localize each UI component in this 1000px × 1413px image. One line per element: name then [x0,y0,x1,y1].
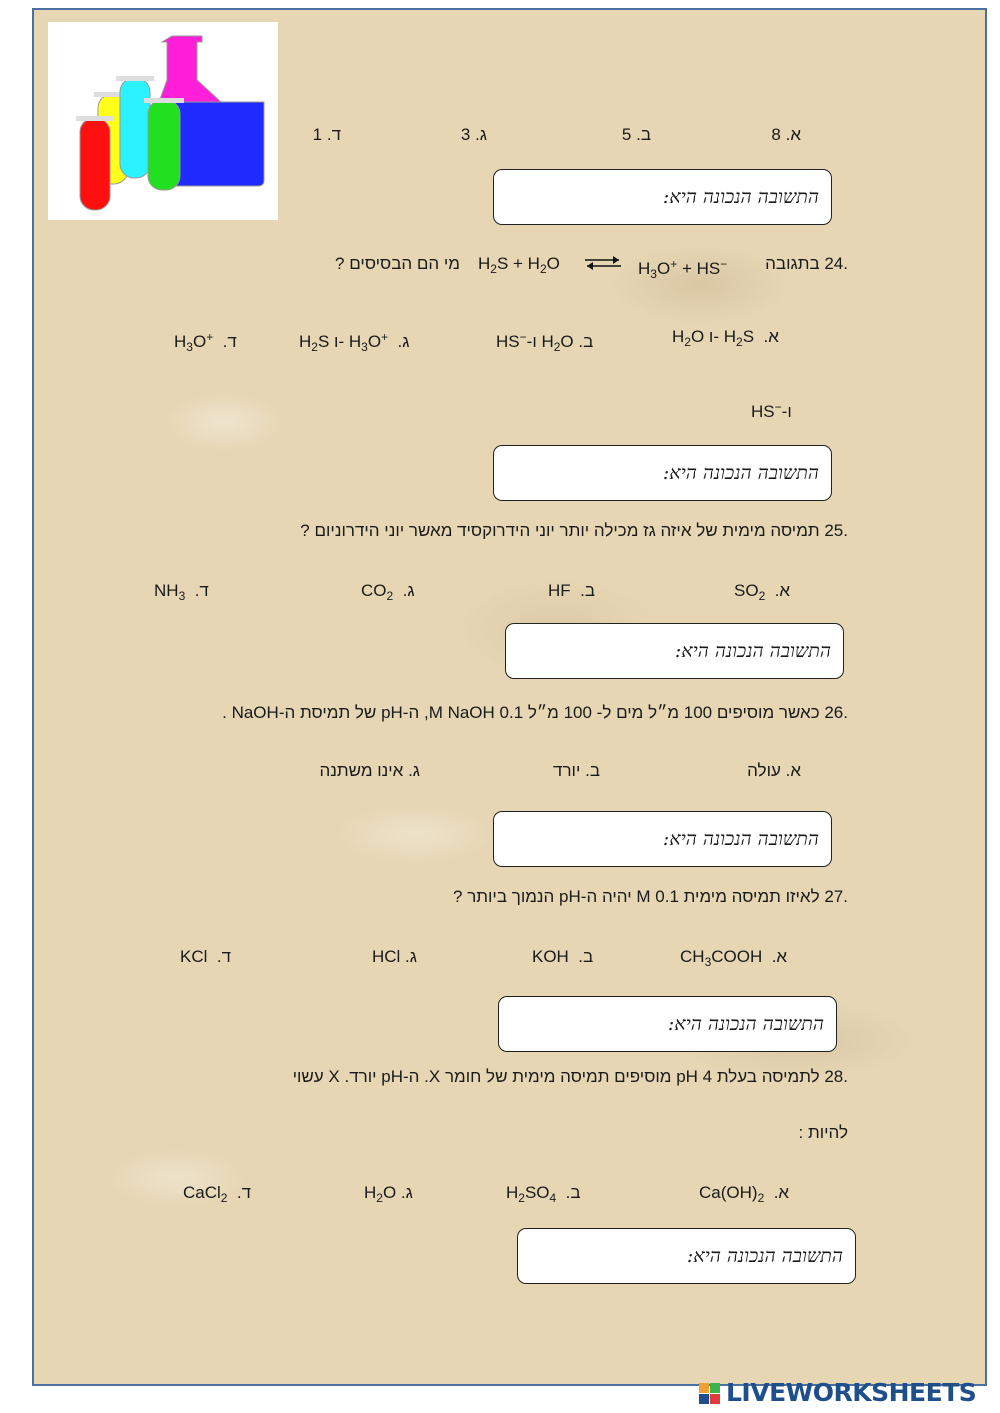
q25-option-a: $SO_2$ .א [734,581,791,603]
q28-question-cont: להיות : [798,1123,848,1142]
answer-box-23[interactable] [493,169,832,225]
q24-option-c: $H_2S$ ו- $H_3O^+$ .ג [299,330,410,354]
q27-option-d: KCl .ד [180,947,231,966]
q28-option-a: $Ca(OH)_2$ .א [699,1183,790,1205]
q28-option-b: $H_2SO_4$ .ב [506,1183,581,1205]
lab-glassware-icon [48,22,278,220]
q24-option-d: $H_3O^+$ .ד [174,330,237,354]
q24-option-a: $H_2O$ ו- $H_2S$ .א [672,327,779,349]
option-c: ג. 3 [460,125,487,144]
q27-question: .27 לאיזו תמיסה מימית 0.1 M יהיה ה-pH הנמוך ביותר ? [453,887,848,906]
answer-label: התשובה הנכונה היא: [662,828,819,850]
q26-question: .26 כאשר מוסיפים 100 מ״ל מים ל- 100 מ״ל 0.1 M NaOH, ה-pH של תמיסת ה-NaOH . [222,703,848,722]
option-b: ב. 5 [621,125,651,144]
q28-option-c: $H_2O$ .ג [364,1183,413,1205]
q25-question: .25 תמיסה מימית של איזה גז מכילה יותר יוני הידרוקסיד מאשר יוני הידרוניום ? [300,521,848,540]
answer-box-26[interactable] [493,811,832,867]
q24-option-a-cont: HS−-ו [751,400,792,421]
q27-option-a: $CH_3COOH$ .א [680,947,788,969]
answer-box-24[interactable] [493,445,832,501]
answer-label: התשובה הנכונה היא: [674,640,831,662]
q26-option-b: ב. יורד [553,761,600,780]
q24-eq-left: $H_3O^+ + HS^-$ [638,257,728,281]
q24-eq-right: $H_2S + H_2O$ [478,254,560,276]
answer-label: התשובה הנכונה היא: [686,1245,843,1267]
q24-question-suffix: מי הם הבסיסים ? [335,254,460,273]
answer-box-28[interactable] [517,1228,856,1284]
liveworksheets-logo-icon [698,1382,722,1408]
q26-option-a: א. עולה [747,761,801,780]
q28-option-d: CaCl$_2$ .ד [183,1183,252,1205]
option-a: א. 8 [771,125,801,144]
answer-box-27[interactable] [498,996,837,1052]
equilibrium-arrows-icon [583,255,623,271]
q28-question: .28 לתמיסה בעלת pH 4 מוסיפים תמיסה מימית של חומר X. ה-pH יורד. X עשוי [292,1067,848,1086]
q25-option-d: $NH_3$ .ד [154,581,209,603]
option-d: ד. 1 [312,125,341,144]
q24-prefix: .24 בתגובה [765,254,848,273]
q24-option-b: HS−-ו $H_2O$ .ב [496,330,594,354]
answer-label: התשובה הנכונה היא: [662,186,819,208]
answer-label: התשובה הנכונה היא: [667,1013,824,1035]
q25-option-c: $CO_2$ .ג [361,581,415,603]
q27-option-b: KOH .ב [532,947,594,966]
q27-option-c: HCl .ג [372,947,417,966]
answer-label: התשובה הנכונה היא: [662,462,819,484]
q25-option-b: HF .ב [548,581,596,600]
answer-box-25[interactable] [505,623,844,679]
liveworksheets-footer [698,1378,998,1410]
liveworksheets-brand: LIVEWORKSHEETS [726,1378,977,1407]
q26-option-c: ג. אינו משתנה [319,761,420,780]
